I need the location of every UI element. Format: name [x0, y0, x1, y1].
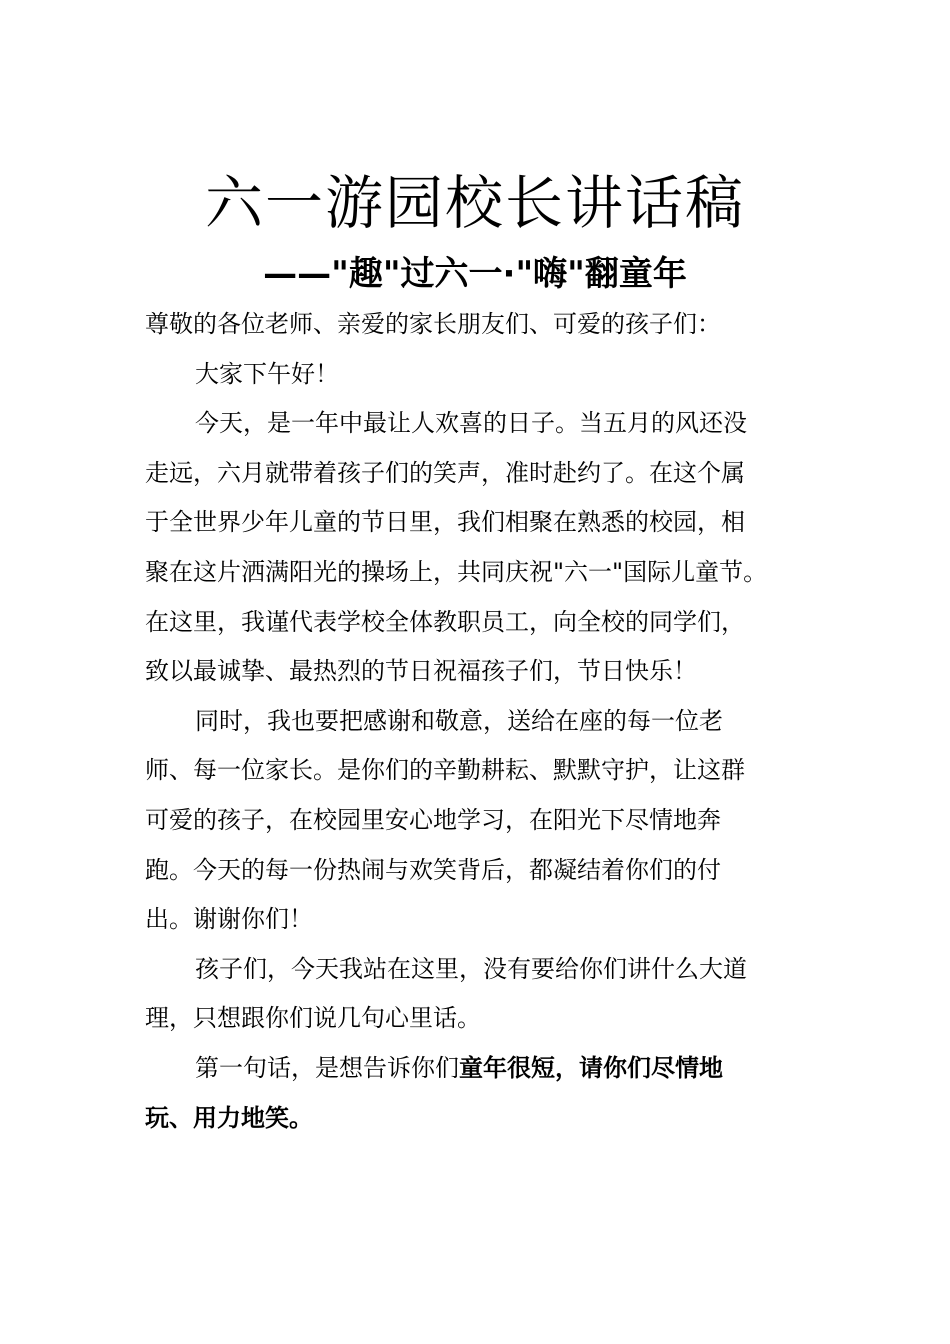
emphasis-line: 玩、用力地笑。 [145, 1103, 313, 1132]
paragraph-line: 今天，是一年中最让人欢喜的日子。当五月的风还没 [195, 409, 747, 438]
paragraph-line: 聚在这片洒满阳光的操场上，共同庆祝"六一"国际儿童节。 [145, 557, 768, 586]
document-title: 六一游园校长讲话稿 [204, 169, 745, 237]
paragraph-line: 出。谢谢你们！ [145, 905, 313, 934]
document-subtitle: ——"趣"过六一·"嗨"翻童年 [263, 254, 687, 294]
emphasis-text: 童年很短，请你们尽情地 [459, 1053, 723, 1082]
salutation-line: 尊敬的各位老师、亲爱的家长朋友们、可爱的孩子们： [145, 310, 721, 338]
paragraph-line: 理，只想跟你们说几句心里话。 [145, 1004, 481, 1033]
paragraph-line: 致以最诚挚、最热烈的节日祝福孩子们，节日快乐！ [145, 657, 697, 686]
greeting-line: 大家下午好！ [195, 359, 339, 388]
paragraph-line: 走远，六月就带着孩子们的笑声，准时赴约了。在这个属 [145, 458, 745, 487]
paragraph-line [145, 1044, 795, 1094]
paragraph-line: 可爱的孩子，在校园里安心地学习，在阳光下尽情地奔 [145, 805, 721, 834]
paragraph-line: 于全世界少年儿童的节日里，我们相聚在熟悉的校园，相 [145, 508, 745, 537]
paragraph-line: 孩子们，今天我站在这里，没有要给你们讲什么大道 [195, 954, 747, 983]
paragraph-text: 第一句话，是想告诉你们 [195, 1053, 459, 1082]
document-body [145, 300, 795, 1143]
paragraph-line: 同时，我也要把感谢和敬意，送给在座的每一位老 [195, 706, 723, 735]
paragraph-line: 在这里，我谨代表学校全体教职员工，向全校的同学们， [145, 607, 745, 636]
paragraph-line: 跑。今天的每一份热闹与欢笑背后，都凝结着你们的付 [145, 855, 721, 884]
paragraph-line: 师、每一位家长。是你们的辛勤耕耘、默默守护，让这群 [145, 756, 745, 785]
